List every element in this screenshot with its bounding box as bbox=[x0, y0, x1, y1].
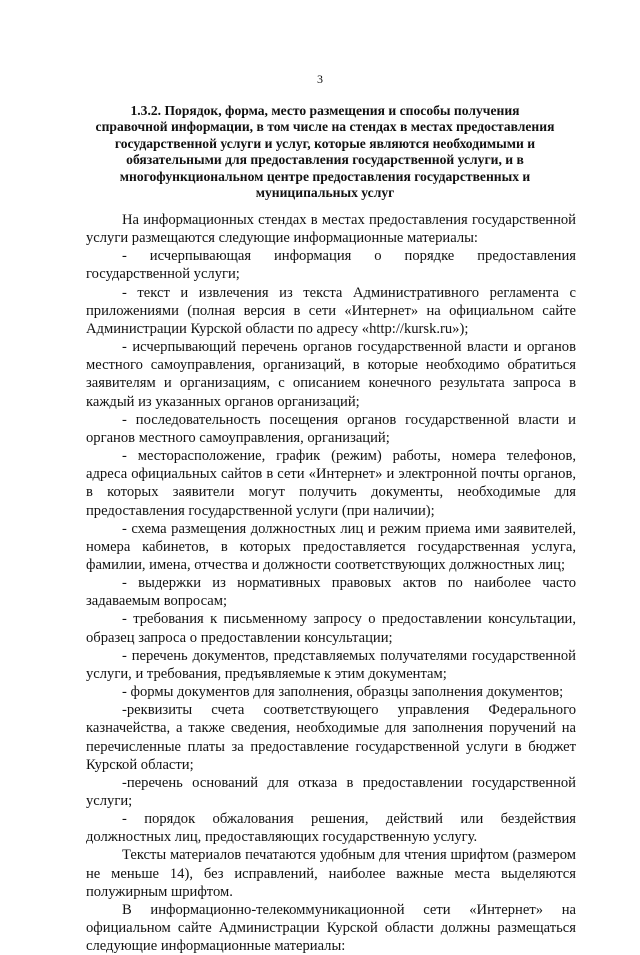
list-item: - исчерпывающий перечень органов государственной власти и органов местного самоуправления, организаций, в которые необходимо обратиться заявителям и организациям, с описанием конечного результата запроса в каждый из указанных органов организаций; bbox=[86, 339, 576, 410]
list-item: -реквизиты счета соответствующего управления Федерального казначейства, а также сведения, необходимые для заполнения поручений на перечисленные платы за предоставление государственной услуги в бюджет Курской области; bbox=[86, 702, 576, 773]
page-number: 3 bbox=[317, 72, 323, 86]
list-item: - порядок обжалования решения, действий или бездействия должностных лиц, предоставляющих государственную услугу. bbox=[86, 811, 576, 846]
paragraph-intro: На информационных стендах в местах предоставления государственной услуги размещаются следующие информационные материалы: bbox=[86, 212, 576, 247]
list-item: - схема размещения должностных лиц и режим приема ими заявителей, номера кабинетов, в которых предоставляется государственная услуга, фамилии, имена, отчества и должности соответствующих должностных лиц; bbox=[86, 520, 576, 573]
paragraph-internet-materials: В информационно-телекоммуникационной сети «Интернет» на официальном сайте Администрации Курской области должны размещаться следующие информационные материалы: bbox=[86, 901, 576, 955]
list-item: - текст и извлечения из текста Административного регламента с приложениями (полная версия в сети «Интернет» на официальном сайте Администрации Курской области по адресу «http://kursk.ru»); bbox=[86, 284, 576, 337]
list-item: - формы документов для заполнения, образцы заполнения документов; bbox=[122, 684, 564, 701]
paragraph-font-requirements: Тексты материалов печатаются удобным для чтения шрифтом (размером не меньше 14), без исправлений, наиболее важные места выделяются полужирным шрифтом. bbox=[86, 847, 576, 900]
list-item: - месторасположение, график (режим) работы, номера телефонов, адреса официальных сайтов в сети «Интернет» и электронной почты органов, в которых заявители могут получить документы, необходимые для предоставления государственной услуги (при наличии); bbox=[86, 448, 576, 519]
list-item: - выдержки из нормативных правовых актов по наиболее часто задаваемым вопросам; bbox=[86, 575, 576, 610]
list-item: - исчерпывающая информация о порядке предоставления государственной услуги; bbox=[86, 248, 576, 283]
body-text bbox=[86, 211, 576, 955]
list-item: -перечень оснований для отказа в предоставлении государственной услуги; bbox=[86, 774, 576, 809]
list-item: - требования к письменному запросу о предоставлении консультации, образец запроса о предоставлении консультации; bbox=[86, 611, 576, 646]
list-item: - перечень документов, представляемых получателями государственной услуги, и требования, предъявляемые к этим документам; bbox=[86, 647, 576, 682]
section-heading: 1.3.2. Порядок, форма, место размещения и способы получения справочной информации, в том числе на стендах в местах предоставления государственной услуги и услуг, которые являются необходимыми и обязательными для предоставления государственной услуги, и в многофункциональном центре предоставления государственных и муниципальных услуг bbox=[95, 103, 555, 201]
list-item: - последовательность посещения органов государственной власти и органов местного самоуправления, организаций; bbox=[86, 411, 576, 446]
